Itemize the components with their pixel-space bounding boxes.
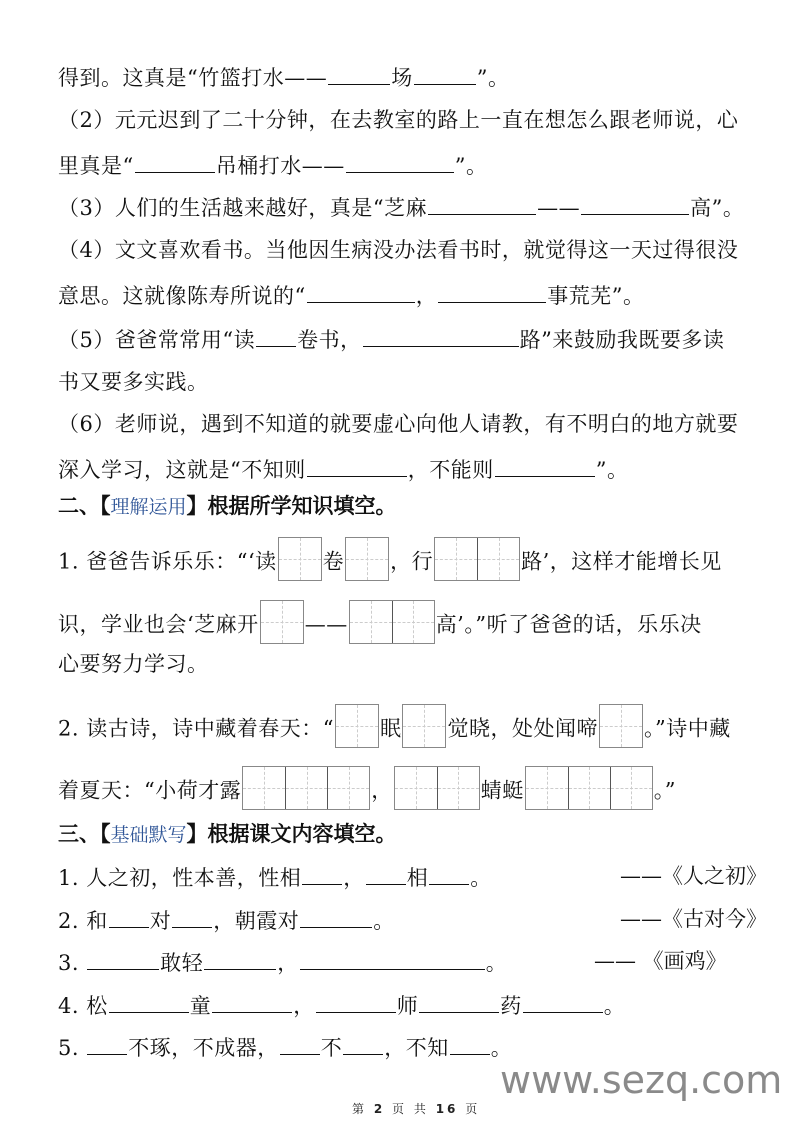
q1-tail: 得到。这真是“竹篮打水—— 场 ”。 <box>58 62 510 92</box>
answer-blank[interactable] <box>172 905 212 928</box>
s3-item-1: 1. 人之初，性本善，性相 ， 相 。 <box>58 862 492 892</box>
answer-blank[interactable] <box>328 62 390 85</box>
source-citation: ——《人之初》 <box>620 864 767 888</box>
answer-blank[interactable] <box>438 280 546 303</box>
answer-blank[interactable] <box>450 1032 490 1055</box>
tianzige-box[interactable] <box>260 600 304 644</box>
q2-line2: 里真是“ 吊桶打水—— ”。 <box>58 150 488 180</box>
answer-blank[interactable] <box>414 62 476 85</box>
s2-q2-line1: 2. 读古诗，诗中藏着春天：“ 眠 觉晓，处处闻啼 。”诗中藏 <box>58 708 731 752</box>
answer-blank[interactable] <box>109 990 189 1013</box>
answer-blank[interactable] <box>212 990 292 1013</box>
s3-item-3: 3. 敢轻 ， 。 <box>58 947 507 977</box>
answer-blank[interactable] <box>300 905 372 928</box>
answer-blank[interactable] <box>428 192 536 215</box>
tianzige-box[interactable] <box>345 537 389 581</box>
tianzige-box[interactable] <box>402 704 446 748</box>
section3-tag: 基础默写 <box>110 824 187 846</box>
q2-line1: （2）元元迟到了二十分钟，在去教室的路上一直在想怎么跟老师说，心 <box>58 108 739 132</box>
answer-blank[interactable] <box>419 990 499 1013</box>
s3-item-4: 4. 松 童 ， 师 药 。 <box>58 990 625 1020</box>
answer-blank[interactable] <box>109 905 149 928</box>
s2-q1-line1: 1. 爸爸告诉乐乐：“‘读 卷 ，行 路’，这样才能增长见 <box>58 541 722 585</box>
answer-blank[interactable] <box>135 150 215 173</box>
answer-blank[interactable] <box>429 862 469 885</box>
tianzige-box[interactable] <box>434 537 520 581</box>
source-citation: ——《古对今》 <box>620 907 767 931</box>
answer-blank[interactable] <box>307 280 415 303</box>
answer-blank[interactable] <box>495 454 595 477</box>
answer-blank[interactable] <box>300 947 485 970</box>
s2-q1-line3: 心要努力学习。 <box>58 652 209 676</box>
q5-line1: （5）爸爸常常用“读 卷书， 路”来鼓励我既要多读 <box>58 324 724 354</box>
section2-tag: 理解运用 <box>110 496 187 518</box>
page-total: 16 <box>435 1102 459 1116</box>
answer-blank[interactable] <box>366 862 406 885</box>
s2-q1-line2: 识，学业也会‘芝麻开 —— 高’。”听了爸爸的话，乐乐决 <box>58 604 702 648</box>
tianzige-box[interactable] <box>335 704 379 748</box>
answer-blank[interactable] <box>256 324 296 347</box>
s3-item-2: 2. 和 对 ，朝霞对 。 <box>58 905 395 935</box>
answer-blank[interactable] <box>363 324 519 347</box>
answer-blank[interactable] <box>523 990 603 1013</box>
section3-heading: 三、【基础默写】根据课文内容填空。 <box>58 821 397 846</box>
s2-q2-line2: 着夏天：“小荷才露 ， 蜻蜓 。” <box>58 770 676 814</box>
page-footer: 第 2 页 共 16 页 <box>352 1102 481 1116</box>
s3-item-5: 5. 不琢，不成器， 不 ，不知 。 <box>58 1032 512 1062</box>
answer-blank[interactable] <box>87 1032 127 1055</box>
tianzige-box[interactable] <box>599 704 643 748</box>
answer-blank[interactable] <box>581 192 689 215</box>
q6-line2: 深入学习，这就是“不知则 ，不能则 ”。 <box>58 454 629 484</box>
answer-blank[interactable] <box>343 1032 383 1055</box>
q3: （3）人们的生活越来越好，真是“芝麻 —— 高”。 <box>58 192 744 222</box>
tianzige-box[interactable] <box>278 537 322 581</box>
q4-line1: （4）文文喜欢看书。当他因生病没办法看书时，就觉得这一天过得很没 <box>58 238 739 262</box>
source-citation: —— 《画鸡》 <box>594 949 727 973</box>
page-number: 2 <box>373 1102 386 1116</box>
answer-blank[interactable] <box>302 862 342 885</box>
watermark: www.sezq.com <box>500 1058 783 1102</box>
answer-blank[interactable] <box>316 990 396 1013</box>
answer-blank[interactable] <box>204 947 276 970</box>
section2-heading: 二、【理解运用】根据所学知识填空。 <box>58 493 397 518</box>
answer-blank[interactable] <box>346 150 454 173</box>
tianzige-box[interactable] <box>394 766 480 810</box>
answer-blank[interactable] <box>307 454 407 477</box>
q4-line2: 意思。这就像陈寿所说的“ ， 事荒芜”。 <box>58 280 645 310</box>
q6-line1: （6）老师说，遇到不知道的就要虚心向他人请教，有不明白的地方就要 <box>58 412 739 436</box>
q5-line2: 书又要多实践。 <box>58 370 209 394</box>
answer-blank[interactable] <box>87 947 159 970</box>
answer-blank[interactable] <box>280 1032 320 1055</box>
tianzige-box[interactable] <box>242 766 370 810</box>
tianzige-box[interactable] <box>349 600 435 644</box>
tianzige-box[interactable] <box>525 766 653 810</box>
